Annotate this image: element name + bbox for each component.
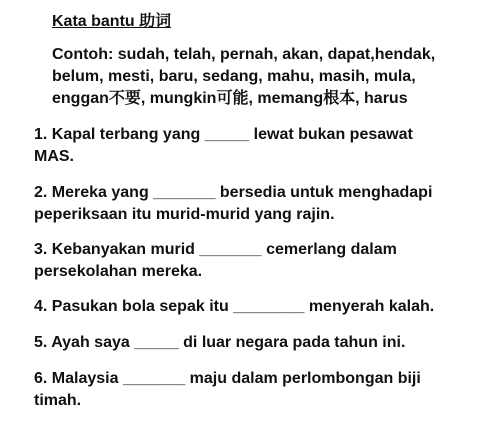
question-line: 1. Kapal terbang yang _____ lewat bukan pesawat [34,126,413,143]
example-line: Contoh: sudah, telah, pernah, akan, dapat,hendak, [52,46,436,63]
question-line: 2. Mereka yang _______ bersedia untuk menghadapi [34,184,433,201]
question-4 [34,296,494,318]
example-word-list [52,44,492,110]
question-line: 4. Pasukan bola sepak itu ________ menyerah kalah. [34,298,435,315]
question-5 [34,332,494,354]
question-2 [34,182,494,226]
question-line: peperiksaan itu murid-murid yang rajin. [34,206,335,223]
question-line: persekolahan mereka. [34,263,203,280]
question-line: MAS. [34,148,74,165]
question-line: 3. Kebanyakan murid _______ cemerlang dalam [34,241,397,258]
question-line: 6. Malaysia _______ maju dalam perlombongan biji [34,370,421,387]
example-line: enggan不要, mungkin可能, memang根本, harus [52,90,408,107]
question-line: timah. [34,392,82,409]
example-line: belum, mesti, baru, sedang, mahu, masih, mula, [52,68,416,85]
question-3 [34,239,494,283]
worksheet-title: Kata bantu 助词 [52,13,172,30]
question-6 [34,368,494,412]
question-1 [34,124,494,168]
question-line: 5. Ayah saya _____ di luar negara pada tahun ini. [34,334,406,351]
